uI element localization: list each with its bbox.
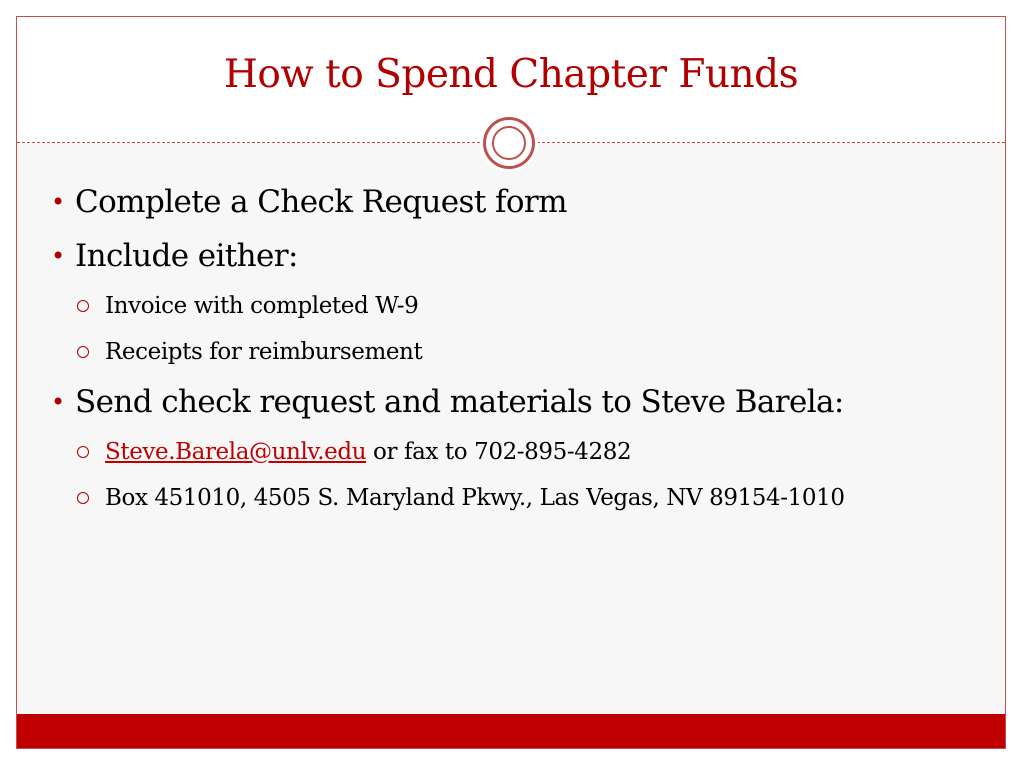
sub-bullet-item bbox=[47, 436, 977, 468]
ring-bullet-icon bbox=[77, 300, 89, 312]
bullet-item bbox=[47, 382, 977, 422]
bullet-text: Include either: bbox=[75, 238, 298, 274]
email-link[interactable]: Steve.Barela@unlv.edu bbox=[105, 439, 367, 465]
sub-bullet-item bbox=[47, 290, 977, 322]
sub-bullet-text: Invoice with completed W-9 bbox=[105, 293, 419, 319]
bullet-dot-icon: • bbox=[51, 388, 65, 416]
sub-bullet-text: or fax to 702-895-4282 bbox=[366, 439, 632, 465]
ring-bullet-icon bbox=[77, 492, 89, 504]
bullet-item bbox=[47, 182, 977, 222]
bottom-bar bbox=[17, 714, 1005, 748]
slide-title: How to Spend Chapter Funds bbox=[223, 52, 799, 97]
ring-bullet-icon bbox=[77, 346, 89, 358]
sub-bullet-text: Receipts for reimbursement bbox=[105, 339, 423, 365]
bullet-item bbox=[47, 236, 977, 276]
bullet-dot-icon: • bbox=[51, 188, 65, 216]
bullet-text: Complete a Check Request form bbox=[75, 184, 567, 220]
sub-bullet-item bbox=[47, 336, 977, 368]
bullet-dot-icon: • bbox=[51, 242, 65, 270]
slide-frame bbox=[16, 16, 1006, 749]
medallion-inner-ring bbox=[492, 126, 526, 160]
ring-bullet-icon bbox=[77, 446, 89, 458]
bullet-text: Send check request and materials to Steve Barela: bbox=[75, 384, 844, 420]
slide-content bbox=[47, 182, 977, 528]
sub-bullet-text: Box 451010, 4505 S. Maryland Pkwy., Las Vegas, NV 89154-1010 bbox=[105, 485, 845, 511]
sub-bullet-item bbox=[47, 482, 977, 514]
